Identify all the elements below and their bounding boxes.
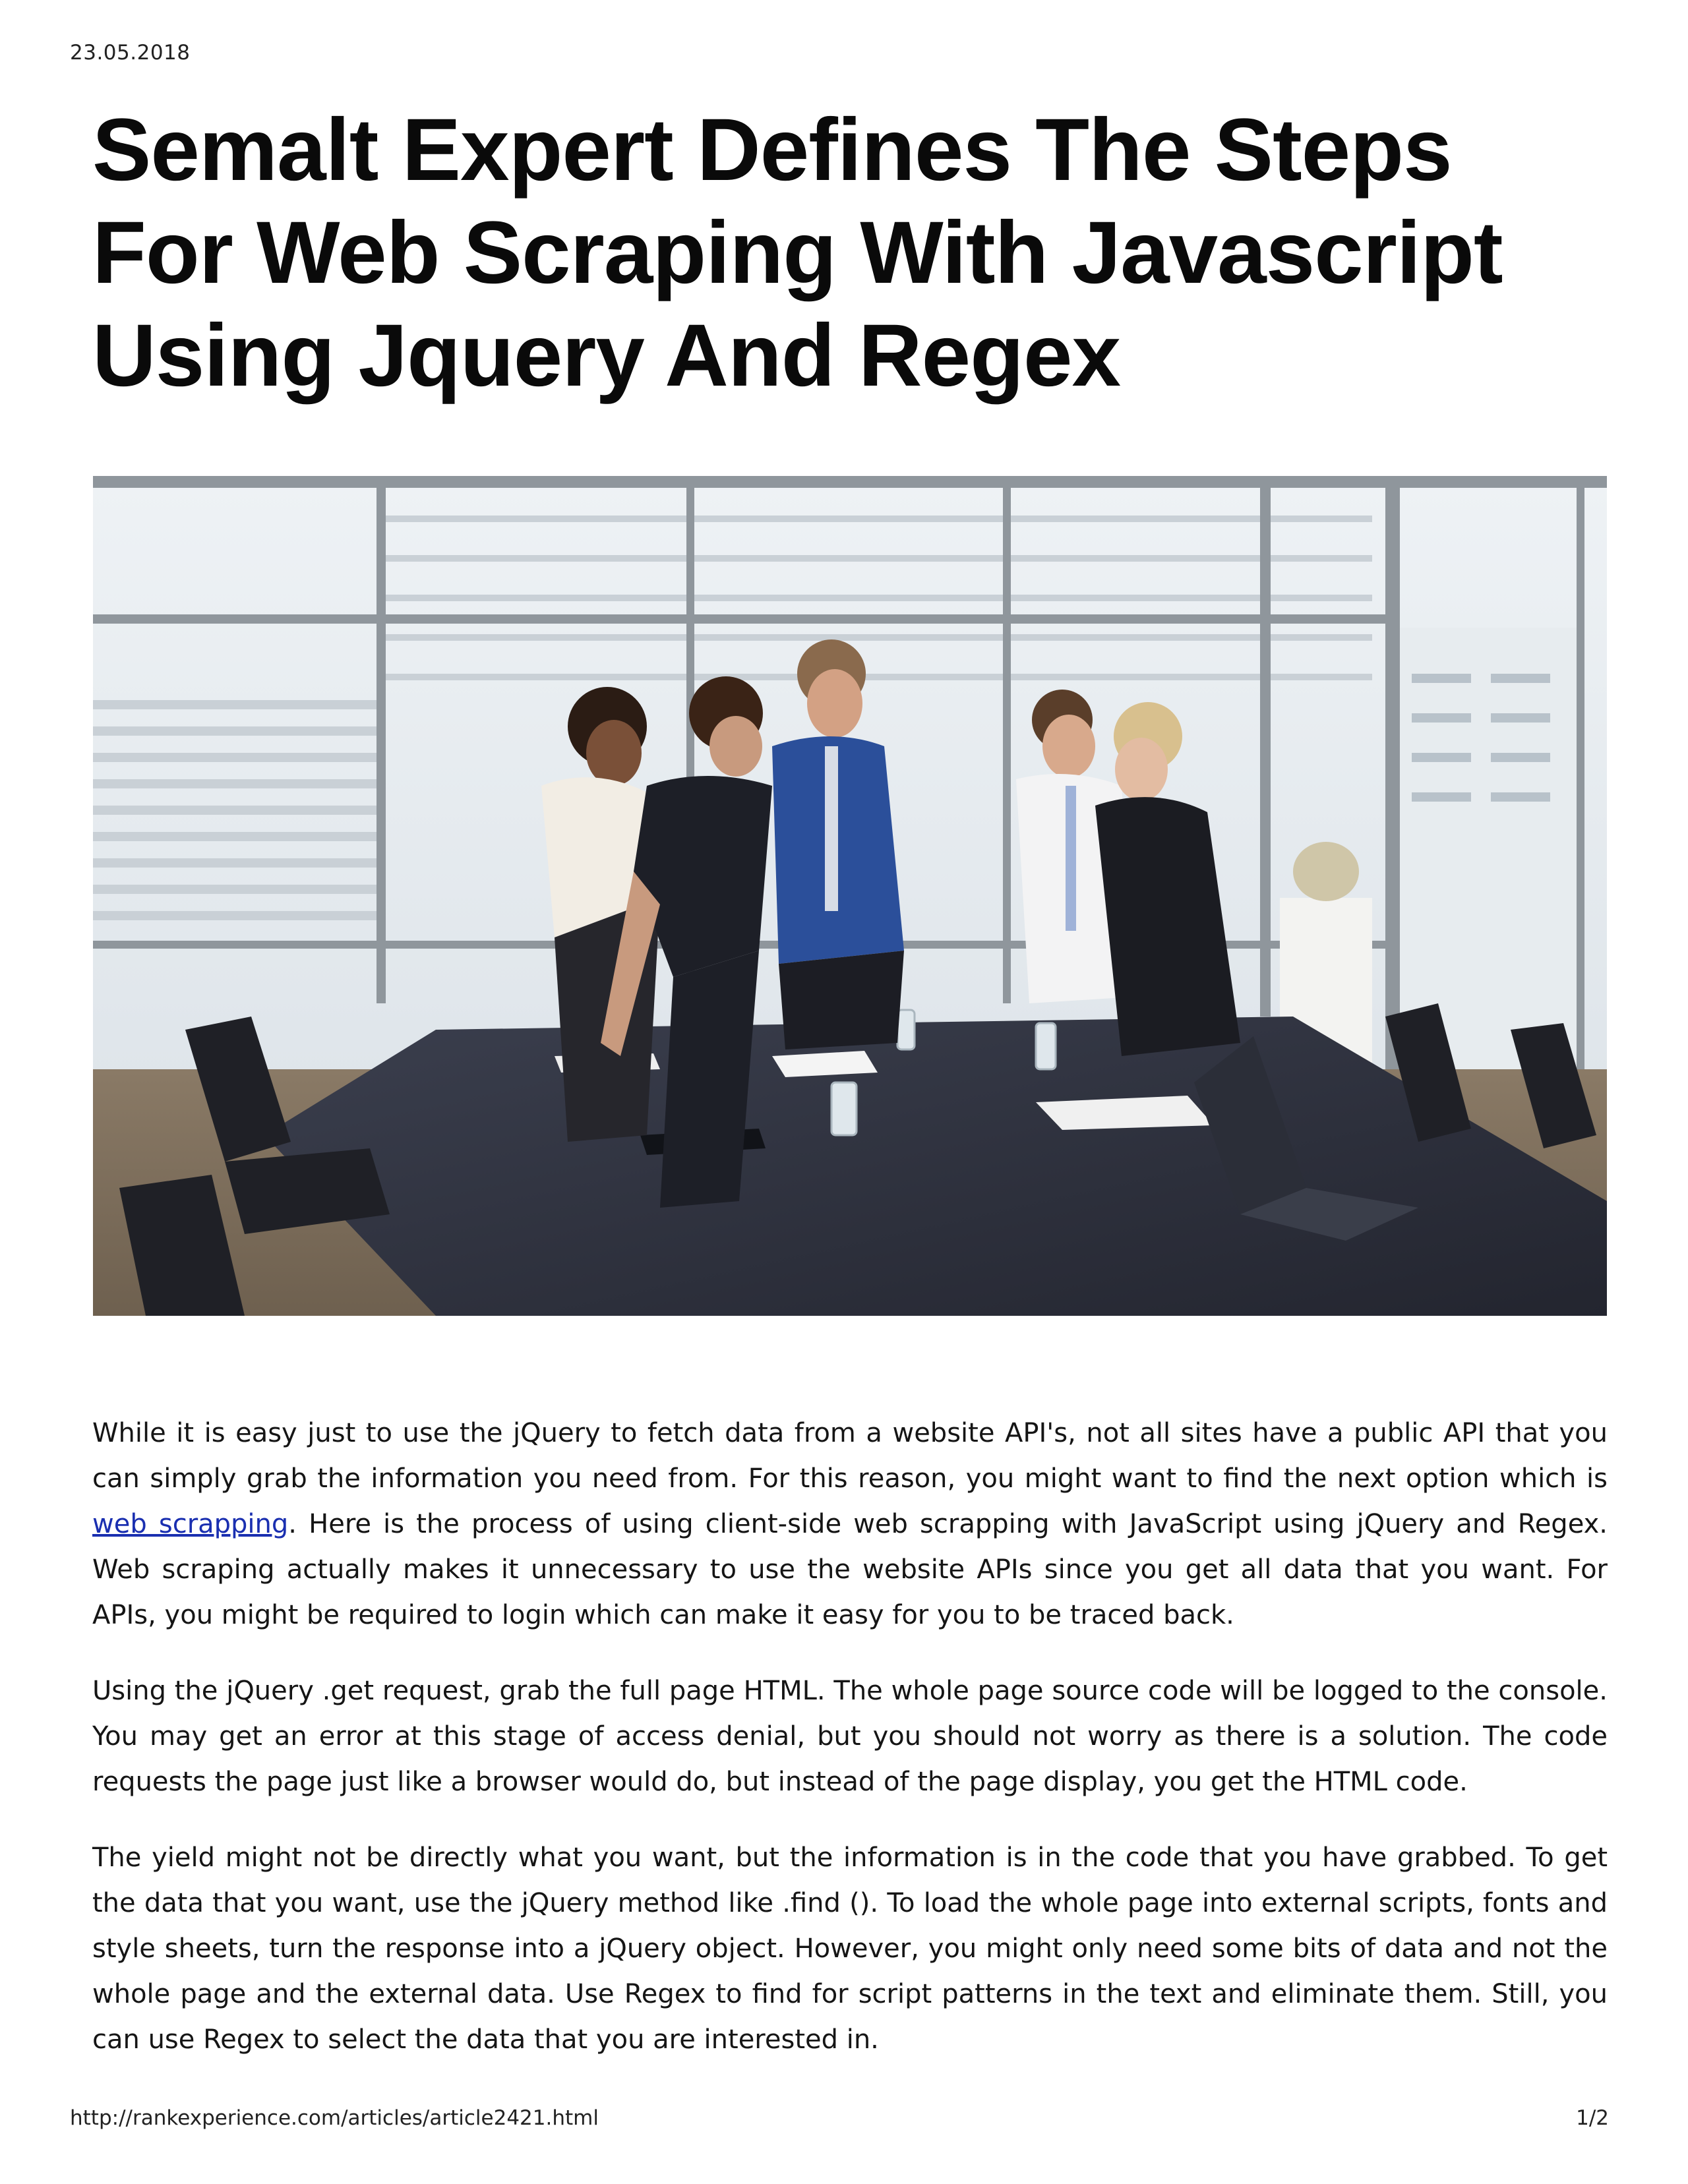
footer-url: http://rankexperience.com/articles/article2421.html	[70, 2106, 599, 2130]
paragraph-1	[92, 1411, 1608, 1638]
paragraph-1-text-end: . Here is the process of using client-side web scrapping with JavaScript using jQuery and Regex. Web scraping actually makes it unnecessary to use the website APIs since you get all data that you want. For APIs, you might be required to login which can make it easy for you to be traced back.	[92, 1509, 1608, 1630]
paragraph-1-text-start: While it is easy just to use the jQuery to fetch data from a website API's, not all sites have a public API that you can simply grab the information you need from. For this reason, you might want to find the next option which is	[92, 1418, 1608, 1494]
web-scrapping-link[interactable]: web scrapping	[92, 1509, 289, 1539]
paragraph-2: Using the jQuery .get request, grab the full page HTML. The whole page source code will be logged to the console. You may get an error at this stage of access denial, but you should not worry as there is a solution. The code requests the page just like a browser would do, but instead of the page display, you get the HTML code.	[92, 1676, 1608, 1797]
article-body	[92, 1411, 1608, 2093]
page-number: 1/2	[1576, 2106, 1609, 2130]
paragraph-3: The yield might not be directly what you want, but the information is in the code that you have grabbed. To get the data that you want, use the jQuery method like .find (). To load the whole page into external scripts, fonts and style sheets, turn the response into a jQuery object. However, you might only need some bits of data and not the whole page and the external data. Use Regex to find for script patterns in the text and eliminate them. Still, you can use Regex to select the data that you are interested in.	[92, 1843, 1608, 2055]
print-date: 23.05.2018	[70, 41, 191, 65]
article-photo	[93, 476, 1607, 1316]
article-title: Semalt Expert Defines The Steps For Web Scraping With Javascript Using Jquery And Regex	[92, 101, 1503, 405]
